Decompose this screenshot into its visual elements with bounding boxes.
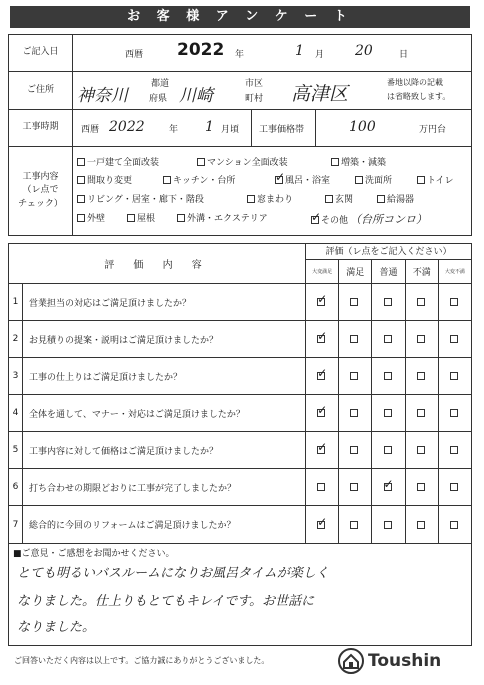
option-14[interactable]: 屋根 [127, 211, 155, 224]
rating-checkbox-checked[interactable] [317, 409, 325, 417]
rating-checkbox[interactable] [417, 298, 425, 306]
rating-checkbox[interactable] [350, 521, 358, 529]
address-ward: 高津区 [291, 83, 349, 105]
rating-checkbox[interactable] [384, 446, 392, 454]
address-city-type: 市区 [245, 79, 264, 89]
date-month: 1 [295, 43, 304, 59]
rating-checkbox-checked[interactable] [317, 298, 325, 306]
period-divider [251, 110, 252, 147]
evaluation-header [9, 244, 471, 284]
rating-checkbox[interactable] [450, 446, 458, 454]
checkbox[interactable] [77, 158, 85, 166]
question-row [9, 506, 471, 543]
rating-checkbox[interactable] [317, 483, 325, 491]
rating-checkbox[interactable] [450, 521, 458, 529]
option-2[interactable]: マンション全面改装 [197, 155, 288, 168]
address-note-1: 番地以降の記載 [387, 78, 443, 87]
address-row [9, 72, 471, 110]
rating-checkbox[interactable] [350, 335, 358, 343]
date-year: 2022 [177, 40, 225, 60]
checkbox[interactable] [417, 176, 425, 184]
rating-checkbox-checked[interactable] [317, 521, 325, 529]
rating-checkbox[interactable] [384, 335, 392, 343]
price-label: 工事価格帯 [259, 125, 305, 135]
checkbox[interactable] [247, 195, 255, 203]
col-satisfied: 満足 [339, 260, 372, 283]
question-number: 6 [9, 469, 23, 505]
question-text: 打ち合わせの期限どおりに工事が完了しましたか？ [23, 469, 306, 505]
address-note-2: は省略致します。 [387, 92, 451, 101]
option-15[interactable]: 外溝・エクステリア [177, 211, 268, 224]
question-number: 4 [9, 395, 23, 431]
content-row [9, 147, 471, 235]
price-divider [315, 110, 316, 147]
comment-line-1: とても明るいバスルームになりお風呂タイムが楽しく [17, 566, 329, 581]
rating-checkbox[interactable] [450, 335, 458, 343]
price-unit: 万円台 [419, 125, 447, 135]
col-very-dissatisfied: 大変不満 [444, 269, 465, 275]
question-number: 3 [9, 358, 23, 394]
question-number: 5 [9, 432, 23, 468]
checkbox[interactable] [355, 176, 363, 184]
question-number: 7 [9, 506, 23, 543]
question-text: 営業担当の対応はご満足頂けましたか？ [23, 284, 306, 320]
checkbox[interactable] [177, 214, 185, 222]
question-number: 2 [9, 321, 23, 357]
rating-checkbox[interactable] [384, 372, 392, 380]
content-options [73, 147, 471, 235]
option-12[interactable]: 給湯器 [377, 192, 414, 205]
question-text: 工事内容に対して価格はご満足頂けましたか？ [23, 432, 306, 468]
rating-checkbox-checked[interactable] [317, 372, 325, 380]
rating-checkbox[interactable] [450, 483, 458, 491]
comment-line-2: なりました。仕上りもとてもキレイです。お世話に [17, 594, 315, 609]
date-era: 西暦 [125, 50, 144, 60]
rating-checkbox[interactable] [384, 409, 392, 417]
option-11[interactable]: 玄関 [325, 192, 353, 205]
rating-checkbox[interactable] [450, 298, 458, 306]
rating-checkbox-checked[interactable] [384, 483, 392, 491]
rating-checkbox[interactable] [384, 521, 392, 529]
period-month-unit: 月頃 [221, 125, 240, 135]
survey-title: お 客 様 ア ン ケ ー ト [10, 6, 470, 28]
rating-checkbox[interactable] [417, 372, 425, 380]
checkbox[interactable] [377, 195, 385, 203]
company-logo [338, 648, 441, 674]
question-text: お見積りの提案・説明はご満足頂けましたか？ [23, 321, 306, 357]
period-era: 西暦 [81, 125, 100, 135]
evaluation-header-main: 評 価 内 容 [9, 244, 306, 283]
rating-checkbox-checked[interactable] [317, 335, 325, 343]
checkbox-checked[interactable] [311, 216, 319, 224]
rating-checkbox[interactable] [450, 409, 458, 417]
house-logo-icon [338, 648, 364, 674]
price-value: 100 [349, 119, 376, 135]
option-6[interactable]: ✓ 風呂・浴室 [275, 173, 330, 186]
date-label: ご記入日 [9, 35, 73, 71]
option-13[interactable]: 外壁 [77, 211, 105, 224]
footer-text: ご回答いただく内容は以上です。ご協力誠にありがとうございました。 [14, 656, 270, 665]
rating-checkbox[interactable] [417, 521, 425, 529]
question-row [9, 432, 471, 469]
question-number: 1 [9, 284, 23, 320]
address-pref-type: 都道 [151, 79, 170, 89]
period-label: 工事時期 [9, 110, 73, 146]
rating-checkbox[interactable] [350, 409, 358, 417]
rating-checkbox[interactable] [417, 409, 425, 417]
rating-header: 評価（レ点をご記入ください） [306, 244, 471, 260]
comment-section [8, 543, 472, 646]
option-5[interactable]: キッチン・台所 [163, 173, 235, 186]
evaluation-table [8, 243, 472, 544]
period-year-unit: 年 [169, 125, 179, 135]
info-section [8, 34, 472, 236]
date-row [9, 35, 471, 72]
option-8[interactable]: トイレ [417, 173, 454, 186]
question-row [9, 395, 471, 432]
question-text: 工事の仕上りはご満足頂けましたか？ [23, 358, 306, 394]
checkbox[interactable] [163, 176, 171, 184]
rating-checkbox[interactable] [350, 298, 358, 306]
option-4[interactable]: 間取り変更 [77, 173, 132, 186]
checkbox[interactable] [325, 195, 333, 203]
period-month: 1 [205, 119, 214, 135]
rating-checkbox[interactable] [384, 298, 392, 306]
rating-checkbox[interactable] [350, 446, 358, 454]
col-very-satisfied: 大変満足 [306, 260, 339, 283]
question-text: 全体を通して、マナー・対応はご満足頂けましたか？ [23, 395, 306, 431]
rating-checkbox[interactable] [417, 335, 425, 343]
question-row [9, 321, 471, 358]
question-row [9, 469, 471, 506]
rating-checkbox-checked[interactable] [317, 446, 325, 454]
option-7[interactable]: 洗面所 [355, 173, 392, 186]
question-text: 総合的に今回のリフォームはご満足頂けましたか？ [23, 506, 306, 543]
question-row [9, 284, 471, 321]
rating-checkbox[interactable] [350, 483, 358, 491]
address-pref-type2: 府県 [149, 94, 168, 104]
date-year-unit: 年 [235, 50, 245, 60]
rating-checkbox[interactable] [450, 372, 458, 380]
address-city: 川崎 [179, 86, 213, 106]
date-day-unit: 日 [399, 50, 409, 60]
question-row [9, 358, 471, 395]
option-10[interactable]: 窓まわり [247, 192, 293, 205]
option-1[interactable]: 一戸建て全面改装 [77, 155, 159, 168]
date-day: 20 [355, 43, 373, 59]
checkbox[interactable] [77, 214, 85, 222]
checkbox[interactable] [77, 195, 85, 203]
comment-label: ■ご意見・ご感想をお聞かせください。 [13, 549, 175, 559]
rating-checkbox[interactable] [350, 372, 358, 380]
comment-line-3: なりました。 [17, 620, 96, 635]
address-pref: 神奈川 [77, 86, 128, 106]
option-9[interactable]: リビング・居室・廊下・階段 [77, 192, 204, 205]
checkbox[interactable] [331, 158, 339, 166]
col-dissatisfied: 不満 [406, 260, 439, 283]
question-rows [9, 284, 471, 543]
checkbox[interactable] [197, 158, 205, 166]
option-3[interactable]: 増築・減築 [331, 155, 386, 168]
logo-text: Toushin [368, 651, 442, 671]
period-year: 2022 [109, 119, 145, 135]
address-city-type2: 町村 [245, 94, 264, 104]
col-normal: 普通 [372, 260, 405, 283]
content-label: 工事内容 （レ点で チェック） [9, 147, 73, 235]
address-label: ご住所 [9, 72, 73, 109]
period-row [9, 110, 471, 147]
rating-checkbox[interactable] [417, 483, 425, 491]
checkbox[interactable] [127, 214, 135, 222]
date-month-unit: 月 [315, 50, 325, 60]
other-text: （台所コンロ） [350, 213, 428, 226]
checkbox-checked[interactable] [275, 176, 283, 184]
option-16[interactable]: ✓ その他 （台所コンロ） [311, 211, 427, 227]
checkbox[interactable] [77, 176, 85, 184]
rating-checkbox[interactable] [417, 446, 425, 454]
